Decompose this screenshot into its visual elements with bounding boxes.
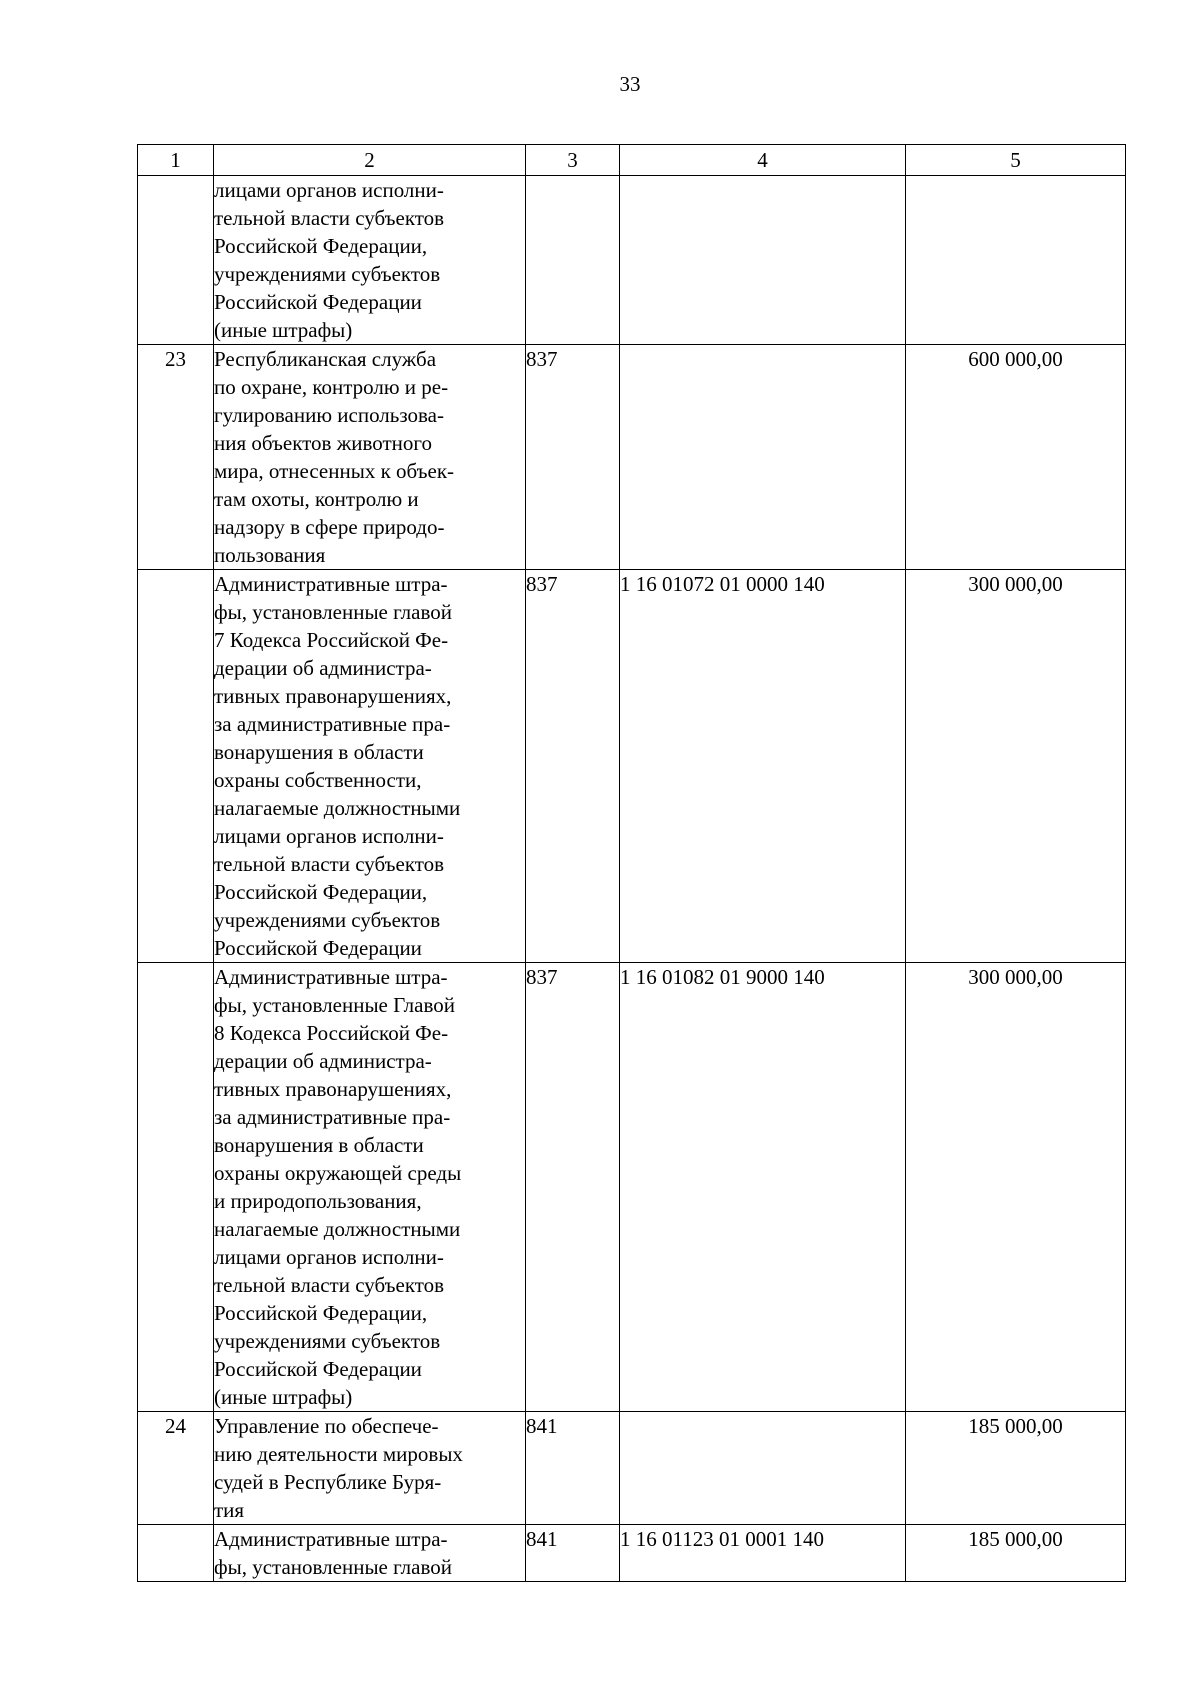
table-row bbox=[138, 345, 1126, 570]
row-kbk-cell bbox=[620, 345, 906, 570]
row-number-cell: 23 bbox=[138, 345, 214, 570]
row-name-line: налагаемые должностными bbox=[214, 1217, 461, 1241]
row-name-line: Российской Федерации bbox=[214, 1357, 422, 1381]
row-amount-cell: 600 000,00 bbox=[906, 345, 1126, 570]
row-name-line: Российской Федерации bbox=[214, 290, 422, 314]
table-header-row bbox=[138, 145, 1126, 176]
row-kbk-cell: 1 16 01123 01 0001 140 bbox=[620, 1525, 906, 1582]
row-name-line: за административные пра- bbox=[214, 1105, 451, 1129]
row-name-line: 7 Кодекса Российской Фе- bbox=[214, 628, 449, 652]
row-name-cell bbox=[214, 176, 526, 345]
row-amount-cell: 300 000,00 bbox=[906, 570, 1126, 963]
row-name-line: по охране, контролю и ре- bbox=[214, 375, 449, 399]
row-name-cell bbox=[214, 1525, 526, 1582]
row-name-line: Административные штра- bbox=[214, 965, 448, 989]
column-header-5: 5 bbox=[906, 145, 1126, 176]
row-code-cell: 837 bbox=[526, 963, 620, 1412]
row-name-line: тельной власти субъектов bbox=[214, 1273, 445, 1297]
row-name-line: фы, установленные главой bbox=[214, 600, 452, 624]
row-name-line: за административные пра- bbox=[214, 712, 451, 736]
row-kbk-cell bbox=[620, 1412, 906, 1525]
row-name-line: тивных правонарушениях, bbox=[214, 1077, 452, 1101]
row-name-line: Административные штра- bbox=[214, 1527, 448, 1551]
row-name-line: и природопользования, bbox=[214, 1189, 422, 1213]
row-number-cell bbox=[138, 176, 214, 345]
row-kbk-cell: 1 16 01072 01 0000 140 bbox=[620, 570, 906, 963]
row-name-line: судей в Республике Буря- bbox=[214, 1470, 442, 1494]
row-name-cell bbox=[214, 963, 526, 1412]
row-name-line: охраны собственности, bbox=[214, 768, 422, 792]
row-amount-cell: 300 000,00 bbox=[906, 963, 1126, 1412]
table-row bbox=[138, 570, 1126, 963]
row-amount-cell: 185 000,00 bbox=[906, 1412, 1126, 1525]
row-name-cell bbox=[214, 1412, 526, 1525]
table-row bbox=[138, 963, 1126, 1412]
row-name-line: фы, установленные главой bbox=[214, 1555, 452, 1579]
row-name-line: Российской Федерации, bbox=[214, 880, 428, 904]
row-name-line: гулированию использова- bbox=[214, 403, 444, 427]
row-name-line: вонарушения в области bbox=[214, 740, 424, 764]
column-header-2: 2 bbox=[214, 145, 526, 176]
row-name-line: Административные штра- bbox=[214, 572, 448, 596]
row-name-cell bbox=[214, 345, 526, 570]
row-name-line: (иные штрафы) bbox=[214, 1385, 353, 1409]
row-name-line: учреждениями субъектов bbox=[214, 908, 441, 932]
row-number-cell: 24 bbox=[138, 1412, 214, 1525]
row-code-cell: 837 bbox=[526, 345, 620, 570]
row-name-line: пользования bbox=[214, 543, 326, 567]
row-name-line: надзору в сфере природо- bbox=[214, 515, 445, 539]
row-number-cell bbox=[138, 963, 214, 1412]
column-header-3: 3 bbox=[526, 145, 620, 176]
row-name-line: дерации об администра- bbox=[214, 656, 432, 680]
row-amount-cell bbox=[906, 176, 1126, 345]
row-amount-cell: 185 000,00 bbox=[906, 1525, 1126, 1582]
row-name-line: Российской Федерации, bbox=[214, 234, 428, 258]
row-code-cell: 841 bbox=[526, 1412, 620, 1525]
row-name-line: Российской Федерации, bbox=[214, 1301, 428, 1325]
row-name-line: лицами органов исполни- bbox=[214, 1245, 444, 1269]
row-name-line: ния объектов животного bbox=[214, 431, 432, 455]
table-row bbox=[138, 176, 1126, 345]
row-name-line: Республиканская служба bbox=[214, 347, 437, 371]
column-header-1: 1 bbox=[138, 145, 214, 176]
page-number: 33 bbox=[619, 72, 641, 96]
row-name-line: фы, установленные Главой bbox=[214, 993, 455, 1017]
row-name-line: там охоты, контролю и bbox=[214, 487, 419, 511]
row-name-line: вонарушения в области bbox=[214, 1133, 424, 1157]
row-name-line: Управление по обеспече- bbox=[214, 1414, 439, 1438]
row-name-line: 8 Кодекса Российской Фе- bbox=[214, 1021, 449, 1045]
row-name-cell bbox=[214, 570, 526, 963]
row-name-line: Российской Федерации bbox=[214, 936, 422, 960]
row-name-line: тельной власти субъектов bbox=[214, 206, 445, 230]
row-code-cell: 841 bbox=[526, 1525, 620, 1582]
budget-table bbox=[137, 144, 1126, 1582]
row-name-line: (иные штрафы) bbox=[214, 318, 353, 342]
row-code-cell: 837 bbox=[526, 570, 620, 963]
row-kbk-cell: 1 16 01082 01 9000 140 bbox=[620, 963, 906, 1412]
row-code-cell bbox=[526, 176, 620, 345]
row-name-line: учреждениями субъектов bbox=[214, 262, 441, 286]
row-name-line: дерации об администра- bbox=[214, 1049, 432, 1073]
row-name-line: лицами органов исполни- bbox=[214, 178, 444, 202]
row-number-cell bbox=[138, 1525, 214, 1582]
column-header-4: 4 bbox=[620, 145, 906, 176]
row-name-line: тия bbox=[214, 1498, 245, 1522]
row-name-line: мира, отнесенных к объек- bbox=[214, 459, 455, 483]
row-name-line: охраны окружающей среды bbox=[214, 1161, 462, 1185]
row-name-line: тивных правонарушениях, bbox=[214, 684, 452, 708]
table-row bbox=[138, 1525, 1126, 1582]
row-name-line: учреждениями субъектов bbox=[214, 1329, 441, 1353]
row-kbk-cell bbox=[620, 176, 906, 345]
row-number-cell bbox=[138, 570, 214, 963]
row-name-line: лицами органов исполни- bbox=[214, 824, 444, 848]
row-name-line: нию деятельности мировых bbox=[214, 1442, 463, 1466]
row-name-line: налагаемые должностными bbox=[214, 796, 461, 820]
table-row bbox=[138, 1412, 1126, 1525]
row-name-line: тельной власти субъектов bbox=[214, 852, 445, 876]
